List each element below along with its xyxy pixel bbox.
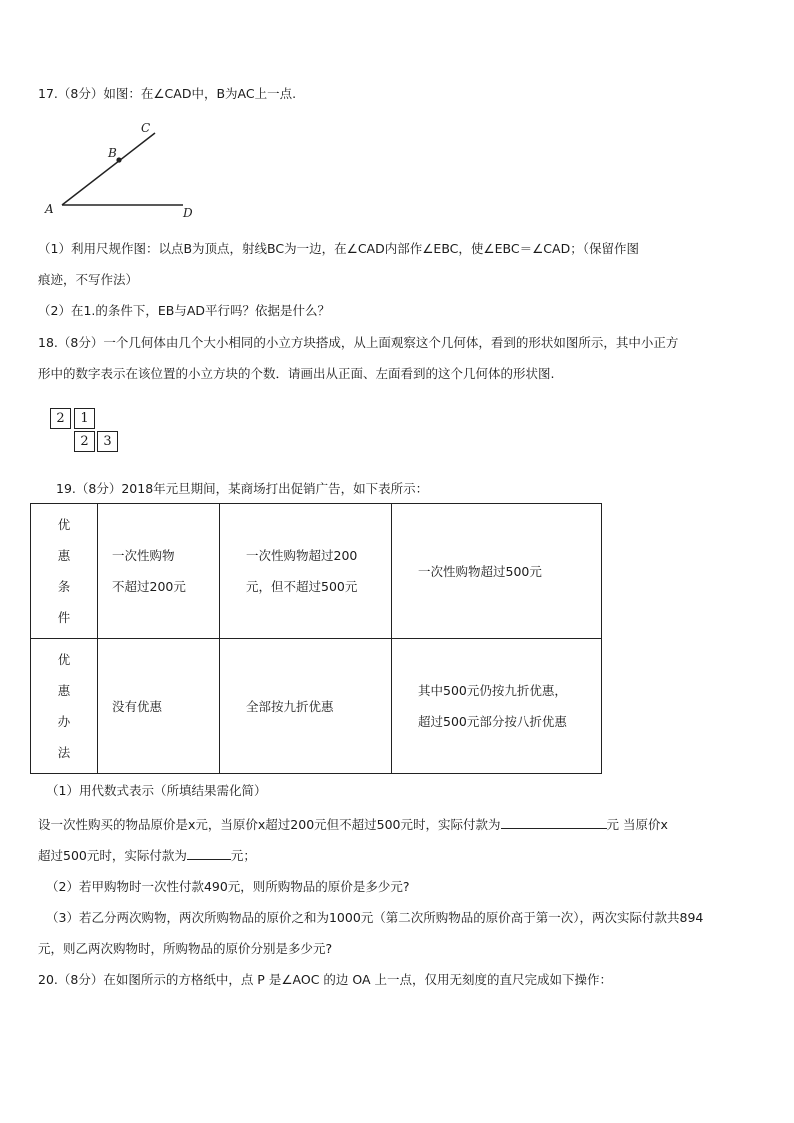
table-cell: 其中500元仍按九折优惠， 超过500元部分按八折优惠 (392, 639, 602, 774)
table-cell: 全部按九折优惠 (220, 639, 392, 774)
q19-part1-question-cont: 超过500元时，实际付款为 元； (38, 848, 256, 863)
q17-part1-line2: 痕迹，不写作法） (38, 272, 139, 287)
row-header-methods: 优 惠 办 法 (31, 639, 98, 774)
q19-header: 19.（8分）2018年元旦期间，某商场打出促销广告，如下表所示： (56, 481, 429, 496)
q17-part1-line1: （1）利用尺规作图：以点B为顶点，射线BC为一边，在∠CAD内部作∠EBC，使∠EBC＝∠CAD；（保留作图 (38, 241, 639, 256)
table-cell: 一次性购物超过500元 (392, 504, 602, 639)
table-cell: 没有优惠 (98, 639, 220, 774)
label-d: D (183, 206, 193, 220)
q19-part1: （1）用代数式表示（所填结果需化简） (46, 783, 267, 798)
q18-line1: 18.（8分）一个几何体由几个大小相同的小立方块搭成，从上面观察这个几何体，看到的形状如图所示，其中小正方 (38, 335, 679, 350)
cube-cell: 2 (50, 408, 71, 429)
answer-blank (187, 847, 231, 860)
table-cell: 一次性购物超过200 元，但不超过500元 (220, 504, 392, 639)
answer-blank (501, 816, 607, 829)
table-cell: 一次性购物 不超过200元 (98, 504, 220, 639)
promotion-table (30, 503, 602, 774)
table-row (31, 504, 602, 639)
row-header-conditions: 优 惠 条 件 (31, 504, 98, 639)
ray-ac (62, 133, 155, 205)
q19-part3-line1: （3）若乙分两次购物，两次所购物品的原价之和为1000元（第二次所购物品的原价高于第一次），两次实际付款共894 (46, 910, 704, 925)
q19-part1-question: 设一次性购买的物品原价是x元，当原价x超过200元但不超过500元时，实际付款为 元 当原价x (38, 817, 668, 832)
q19-part2: （2）若甲购物时一次性付款490元，则所购物品的原价是多少元? (46, 879, 410, 894)
q18-line2: 形中的数字表示在该位置的小立方块的个数．请画出从正面、左面看到的这个几何体的形状图. (38, 366, 555, 381)
cube-cell: 2 (74, 431, 95, 452)
q17-part2: （2）在1.的条件下，EB与AD平行吗？依据是什么？ (38, 303, 331, 318)
q19-part3-line2: 元，则乙两次购物时，所购物品的原价分别是多少元? (38, 941, 333, 956)
cube-cell: 3 (97, 431, 118, 452)
table-row (31, 639, 602, 774)
q17-header: 17.（8分）如图：在∠CAD中，B为AC上一点. (38, 86, 297, 101)
label-b: B (108, 146, 117, 160)
angle-cad-figure (0, 0, 794, 230)
cube-cell: 1 (74, 408, 95, 429)
q20-line1: 20.（8分）在如图所示的方格纸中，点 P 是∠AOC 的边 OA 上一点，仅用无刻度的直尺完成如下操作： (38, 972, 613, 987)
point-b (116, 157, 121, 162)
label-a: A (45, 202, 54, 216)
label-c: C (141, 121, 151, 135)
